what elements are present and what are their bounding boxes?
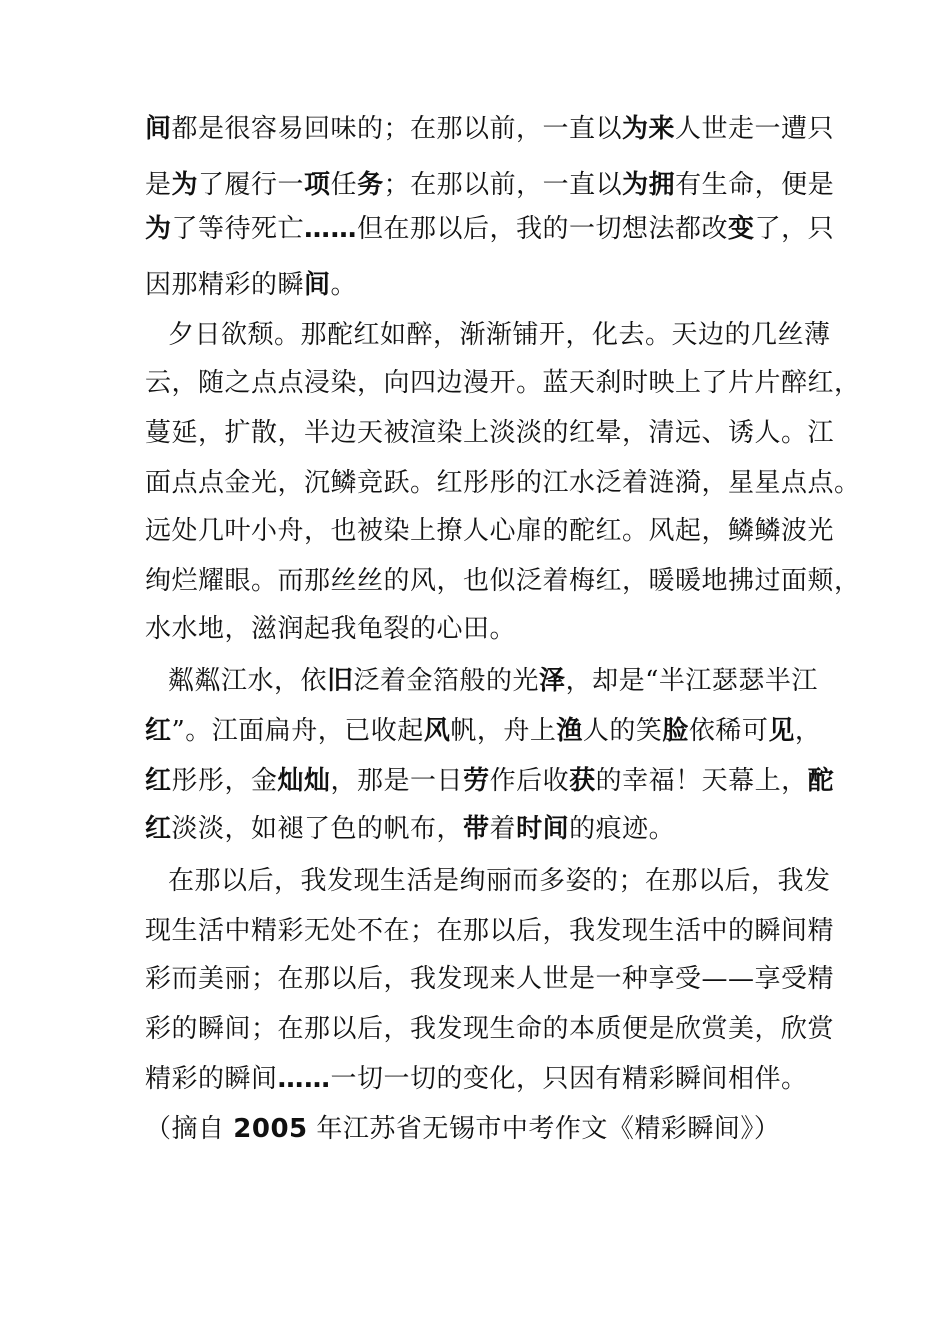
text-line (145, 612, 516, 646)
text-run: 夕日欲颓。那酡红如醉，渐渐铺开，化去。天边的几丝薄 (168, 320, 831, 350)
text-run: ，却是“半江瑟瑟半江 (565, 666, 818, 696)
text-run: 绚烂耀眼。而那丝丝的风，也似泛着梅红，暖暖地拂过面颊， (145, 566, 861, 596)
text-run: 粼粼江水，依 (168, 666, 328, 696)
text-line (168, 664, 818, 698)
text-line (145, 564, 861, 598)
bold-text: 风 (423, 716, 451, 746)
text-line (145, 514, 834, 548)
text-line (145, 416, 834, 450)
bold-text: 务 (357, 170, 384, 200)
text-run: 水水地，滋润起我龟裂的心田。 (145, 614, 517, 644)
bold-text: 获 (569, 766, 596, 796)
text-line (145, 366, 861, 400)
text-run: 了，只 (754, 214, 835, 244)
bold-text: 劳 (463, 766, 490, 796)
text-run: 淡淡，如褪了色的帆布， (171, 814, 464, 844)
bold-text: 红 (145, 814, 172, 844)
text-line (168, 318, 831, 352)
bold-text: 见 (768, 716, 795, 746)
text-run: 任 (330, 170, 358, 200)
text-run: 彩的瞬间；在那以后，我发现生命的本质便是欣赏美，欣赏 (145, 1014, 835, 1044)
text-line (145, 714, 821, 748)
text-run: ；在那以前，一直以 (383, 170, 623, 200)
bold-text: 红 (145, 716, 172, 746)
bold-text: 变 (728, 214, 755, 244)
text-run: 远处几叶小舟，也被染上撩人心扉的酡红。风起，鳞鳞波光 (145, 516, 835, 546)
bold-text: 2005 (233, 1114, 308, 1144)
text-run: 帆，舟上 (450, 716, 557, 746)
text-line (145, 268, 357, 302)
text-run: 但在那以后，我的一切想法都改 (357, 214, 729, 244)
bold-text: 红 (145, 766, 172, 796)
text-run: 面点点金光，沉鳞竞跃。红彤彤的江水泛着涟漪，星星点点。 (145, 468, 861, 498)
text-run: 云，随之点点浸染，向四边漫开。蓝天刹时映上了片片醉红， (145, 368, 861, 398)
text-line (145, 466, 861, 500)
bold-text: …… (277, 1064, 331, 1094)
text-line (145, 1062, 808, 1096)
text-line (145, 812, 675, 846)
bold-text: 时间 (516, 814, 570, 844)
text-run: 精彩的瞬间 (145, 1064, 278, 1094)
text-line (145, 1012, 834, 1046)
text-run: ，那是一日 (330, 766, 464, 796)
bold-text: 项 (304, 170, 331, 200)
text-run: 泛着金箔般的光 (353, 666, 540, 696)
text-line (145, 112, 834, 146)
text-run: 了履行一 (198, 170, 305, 200)
bold-text: 为 (171, 170, 199, 200)
text-run: 着 (489, 814, 517, 844)
text-run: 的痕迹。 (569, 814, 676, 844)
bold-text: 为来 (622, 114, 676, 144)
text-run: 彤彤，金 (171, 766, 278, 796)
text-run: 了等待死亡 (171, 214, 305, 244)
text-run: 。 (330, 270, 358, 300)
text-line (145, 962, 834, 996)
text-line (145, 212, 834, 246)
text-run: 都是很容易回味的；在那以前，一直以 (171, 114, 623, 144)
text-run: 有生命，便是 (675, 170, 835, 200)
text-run: 蔓延，扩散，半边天被渲染上淡淡的红晕，清远、诱人。江 (145, 418, 835, 448)
bold-text: …… (304, 214, 358, 244)
text-run: （摘自 (145, 1114, 234, 1144)
bold-text: 渔 (556, 716, 583, 746)
text-line (145, 168, 834, 202)
text-run: 在那以后，我发现生活是绚丽而多姿的；在那以后，我发 (168, 866, 831, 896)
bold-text: 旧 (327, 666, 354, 696)
bold-text: 间 (145, 114, 172, 144)
text-run: 年江苏省无锡市中考作文《精彩瞬间》） (307, 1114, 781, 1144)
bold-text: 为 (145, 214, 172, 244)
text-run: 人的笑 (582, 716, 663, 746)
text-run: 一切一切的变化，只因有精彩瞬间相伴。 (330, 1064, 808, 1094)
bold-text: 带 (463, 814, 490, 844)
text-run: 彩而美丽；在那以后，我发现来人世是一种享受——享受精 (145, 964, 835, 994)
bold-text: 泽 (539, 666, 566, 696)
text-run: 现生活中精彩无处不在；在那以后，我发现生活中的瞬间精 (145, 916, 835, 946)
bold-text: 为拥 (622, 170, 676, 200)
bold-text: 间 (304, 270, 331, 300)
bold-text: 脸 (662, 716, 689, 746)
text-run: ”。江面扁舟，已收起 (171, 716, 424, 746)
text-run: 作后收 (489, 766, 570, 796)
text-run: 依稀可 (688, 716, 769, 746)
bold-text: 灿灿 (277, 766, 331, 796)
bold-text: 酡 (807, 766, 835, 796)
text-line (145, 1112, 780, 1146)
text-line (168, 864, 831, 898)
text-run: 因那精彩的瞬 (145, 270, 305, 300)
text-run: 是 (145, 170, 172, 200)
text-run: 的幸福！天幕上， (595, 766, 808, 796)
text-line (145, 764, 834, 798)
text-run: 人世走一遭只 (675, 114, 835, 144)
text-line (145, 914, 834, 948)
text-run: ， (794, 716, 822, 746)
